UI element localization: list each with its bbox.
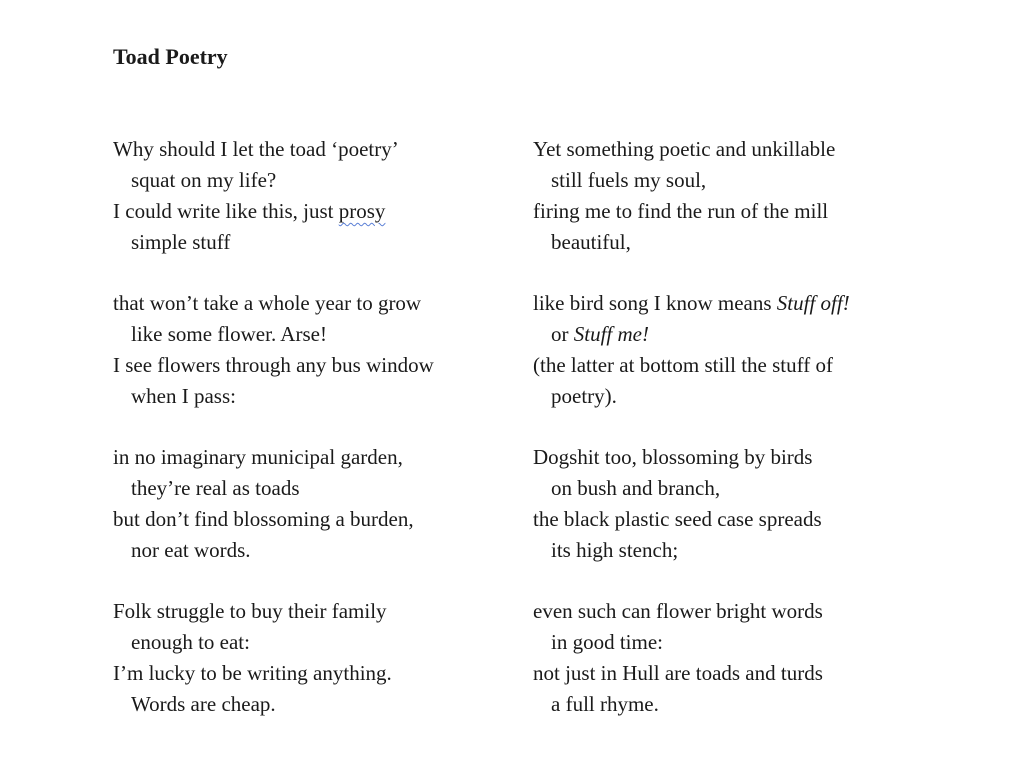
poem-line: they’re real as toads — [131, 476, 300, 500]
poem-line: firing me to find the run of the mill — [533, 199, 829, 223]
italic-phrase: Stuff me! — [573, 322, 649, 346]
poem-right-column — [533, 134, 953, 750]
stanza — [113, 134, 533, 258]
poem-line-text: I could write like this, just — [113, 199, 339, 223]
poem-line: still fuels my soul, — [551, 168, 707, 192]
poem-line: I’m lucky to be writing anything. — [113, 661, 392, 685]
poem-line: its high stench; — [551, 538, 679, 562]
poem-line: in no imaginary municipal garden, — [113, 445, 403, 469]
poem-line: squat on my life? — [131, 168, 277, 192]
poem-line: a full rhyme. — [551, 692, 659, 716]
poem-line: (the latter at bottom still the stuff of — [533, 353, 833, 377]
italic-phrase: Stuff off! — [776, 291, 850, 315]
poem-line: even such can flower bright words — [533, 599, 823, 623]
poem-line-text: like bird song I know means — [533, 291, 777, 315]
poem-title: Toad Poetry — [113, 44, 228, 69]
spellcheck-flagged-word[interactable]: prosy — [338, 199, 386, 223]
poem-line: poetry). — [551, 384, 617, 408]
poem-line: in good time: — [551, 630, 663, 654]
poem-line: the black plastic seed case spreads — [533, 507, 822, 531]
stanza — [113, 596, 533, 720]
poem-line — [533, 288, 953, 319]
stanza — [113, 288, 533, 412]
poem-line: Yet something poetic and unkillable — [533, 137, 836, 161]
poem-line: on bush and branch, — [551, 476, 721, 500]
poem-line: Dogshit too, blossoming by birds — [533, 445, 813, 469]
poem-line: Folk struggle to buy their family — [113, 599, 387, 623]
poem-line — [113, 196, 533, 227]
poem-line: Words are cheap. — [131, 692, 276, 716]
poem-line: like some flower. Arse! — [131, 322, 327, 346]
stanza — [533, 288, 953, 412]
poem-left-column — [113, 134, 533, 750]
stanza — [533, 134, 953, 258]
poem-line: Why should I let the toad ‘poetry’ — [113, 137, 399, 161]
poem-line: but don’t find blossoming a burden, — [113, 507, 414, 531]
poem-line — [533, 319, 953, 350]
poem-line-text: or — [551, 322, 574, 346]
stanza — [533, 596, 953, 720]
poem-line: nor eat words. — [131, 538, 251, 562]
poem-line: that won’t take a whole year to grow — [113, 291, 422, 315]
stanza — [113, 442, 533, 566]
poem-line: simple stuff — [131, 230, 231, 254]
poem-line: not just in Hull are toads and turds — [533, 661, 823, 685]
poem-line: I see flowers through any bus window — [113, 353, 434, 377]
poem-line: when I pass: — [131, 384, 236, 408]
poem-line: enough to eat: — [131, 630, 250, 654]
stanza — [533, 442, 953, 566]
poem-line: beautiful, — [551, 230, 631, 254]
